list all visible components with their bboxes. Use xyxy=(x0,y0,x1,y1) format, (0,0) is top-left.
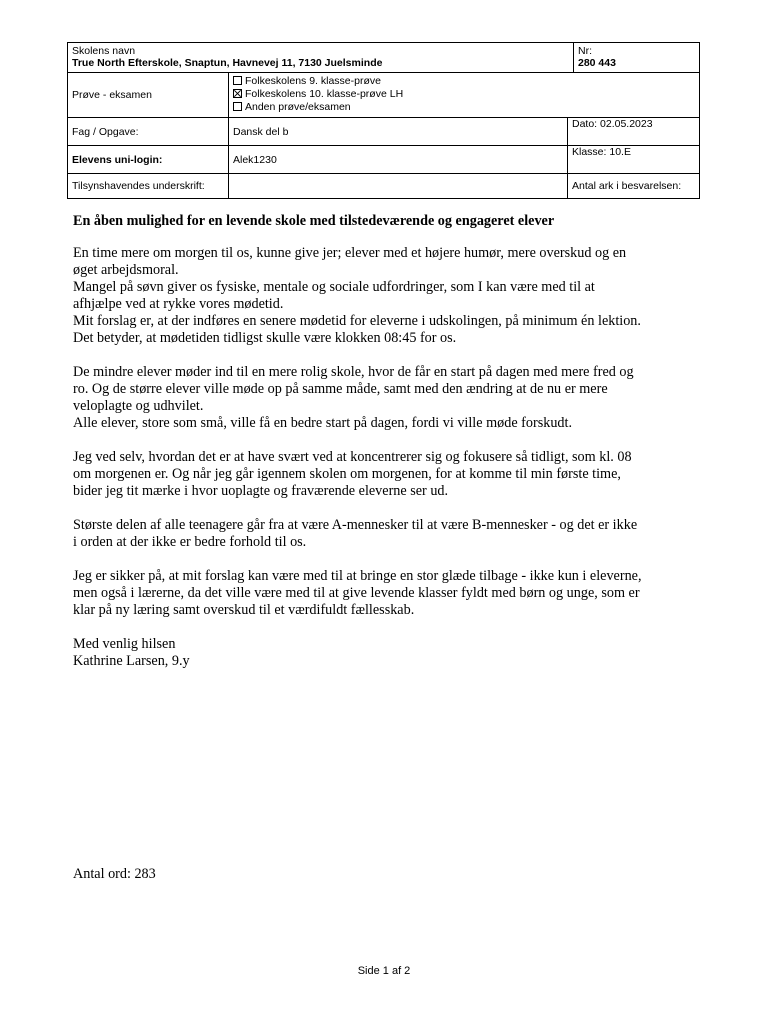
date-label: Dato: 02.05.2023 xyxy=(572,118,653,130)
exam-option-label: Folkeskolens 9. klasse-prøve xyxy=(245,74,381,87)
text-line: klar på ny læring samt overskud til et værdifuldt fællesskab. xyxy=(73,602,415,618)
checked-checkbox-icon xyxy=(233,89,242,98)
text-line: Mit forslag er, at der indføres en senere mødetid for eleverne i udskolingen, på minimum én lektion. xyxy=(73,313,641,329)
exam-options xyxy=(229,73,699,117)
nr-label: Nr: xyxy=(578,45,592,57)
supervisor-signature-field[interactable] xyxy=(229,174,568,198)
paragraph xyxy=(73,449,713,500)
text-line: Alle elever, store som små, ville få en bedre start på dagen, fordi vi ville møde forskudt. xyxy=(73,415,572,431)
nr-cell xyxy=(574,43,699,72)
text-line: ro. Og de større elever ville møde op på samme måde, samt med den ændring at de nu er mere xyxy=(73,381,608,397)
login-label: Elevens uni-login: xyxy=(68,146,229,173)
checkbox-icon xyxy=(233,102,242,111)
text-line: Jeg ved selv, hvordan det er at have svært ved at koncentrerer sig og fokusere så tidligt, som kl. 08 xyxy=(73,449,632,465)
text-line: veloplagte og udhvilet. xyxy=(73,398,204,414)
exam-label: Prøve - eksamen xyxy=(68,73,229,117)
paragraph xyxy=(73,517,713,551)
text-line: Jeg er sikker på, at mit forslag kan være med til at bringe en stor glæde tilbage - ikke kun i eleverne, xyxy=(73,568,642,584)
supervisor-row xyxy=(68,173,699,198)
text-line: Det betyder, at mødetiden tidligst skulle være klokken 08:45 for os. xyxy=(73,330,457,346)
exam-option-10[interactable] xyxy=(233,87,695,100)
class-label: Klasse: 10.E xyxy=(572,146,631,158)
paragraph xyxy=(73,568,713,619)
subject-value: Dansk del b xyxy=(229,118,568,145)
text-line: En time mere om morgen til os, kunne give jer; elever med et højere humør, mere overskud og en xyxy=(73,245,627,261)
word-count: Antal ord: 283 xyxy=(73,866,156,882)
exam-header-table xyxy=(67,42,700,199)
paragraph xyxy=(73,245,713,347)
school-row xyxy=(68,43,699,72)
login-row xyxy=(68,145,699,173)
document-body xyxy=(73,245,713,687)
paragraph xyxy=(73,364,713,432)
exam-row xyxy=(68,72,699,117)
exam-option-label: Anden prøve/eksamen xyxy=(245,100,351,113)
subject-label: Fag / Opgave: xyxy=(68,118,229,145)
text-line: øget arbejdsmoral. xyxy=(73,262,179,278)
text-line: afhjælpe ved at rykke vores mødetid. xyxy=(73,296,284,312)
login-value: Alek1230 xyxy=(229,146,568,173)
text-line: i orden at der ikke er bedre forhold til os. xyxy=(73,534,307,550)
page-footer: Side 1 af 2 xyxy=(357,965,411,977)
supervisor-label: Tilsynshavendes underskrift: xyxy=(68,174,229,198)
text-line: om morgenen er. Og når jeg går igennem skolen om morgenen, for at komme til min første time, xyxy=(73,466,621,482)
text-line: Største delen af alle teenagere går fra at være A-mennesker til at være B-mennesker - og det er ikke xyxy=(73,517,638,533)
text-line: bider jeg tit mærke i hvor uoplagte og fraværende eleverne ser ud. xyxy=(73,483,449,499)
text-line: Med venlig hilsen xyxy=(73,636,176,652)
subject-row xyxy=(68,117,699,145)
text-line: Kathrine Larsen, 9.y xyxy=(73,653,190,669)
exam-option-label: Folkeskolens 10. klasse-prøve LH xyxy=(245,87,404,100)
paragraph xyxy=(73,636,713,670)
text-line: men også i lærerne, da det ville være med til at give levende klasser fyldt med børn og unge, som er xyxy=(73,585,640,601)
sheets-label: Antal ark i besvarelsen: xyxy=(572,180,682,192)
nr-value: 280 443 xyxy=(578,57,616,69)
checkbox-icon xyxy=(233,76,242,85)
document-title: En åben mulighed for en levende skole med tilstedeværende og engageret elever xyxy=(73,213,555,229)
school-value: True North Efterskole, Snaptun, Havnevej 11, 7130 Juelsminde xyxy=(72,57,383,69)
school-cell xyxy=(68,43,574,72)
text-line: De mindre elever møder ind til en mere rolig skole, hvor de får en start på dagen med mere fred og xyxy=(73,364,634,380)
exam-option-other[interactable] xyxy=(233,100,695,113)
school-label: Skolens navn xyxy=(72,45,136,57)
text-line: Mangel på søvn giver os fysiske, mentale og sociale udfordringer, som I kan være med til at xyxy=(73,279,595,295)
exam-option-9[interactable] xyxy=(233,74,695,87)
